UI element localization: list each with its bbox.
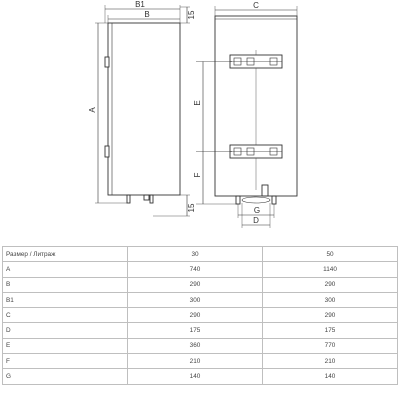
table-row [3, 262, 398, 277]
table-row [3, 354, 398, 369]
label-e: E [193, 100, 202, 106]
label-top-offset: 15 [187, 10, 196, 20]
row-value-50l: 770 [263, 338, 398, 353]
label-c: C [253, 1, 259, 10]
row-value-30l: 290 [128, 308, 263, 323]
label-f: F [193, 172, 202, 178]
label-b1: B1 [135, 0, 145, 9]
upper-bracket [105, 57, 109, 67]
thermostat-housing [262, 185, 268, 196]
row-label: A [3, 262, 128, 277]
row-value-30l: 360 [128, 338, 263, 353]
row-value-50l: 210 [263, 354, 398, 369]
row-label: E [3, 338, 128, 353]
row-value-30l: 140 [128, 369, 263, 384]
row-label: B1 [3, 292, 128, 307]
table-row [3, 338, 398, 353]
dimensions-table [2, 246, 398, 385]
row-label: F [3, 354, 128, 369]
front-view [196, 6, 297, 228]
table-row [3, 277, 398, 292]
front-pipe-left [236, 196, 240, 204]
table-row [3, 323, 398, 338]
row-value-50l: 290 [263, 277, 398, 292]
label-a: A [88, 107, 97, 113]
header-cell-size: Размер / Литраж [3, 247, 128, 262]
side-pipe-right [150, 195, 153, 203]
lower-bracket [105, 146, 109, 157]
front-pipe-right [272, 196, 276, 204]
side-pipe-fitting [144, 195, 149, 200]
row-value-50l: 300 [263, 292, 398, 307]
row-value-30l: 290 [128, 277, 263, 292]
row-value-30l: 740 [128, 262, 263, 277]
header-cell-30l: 30 [128, 247, 263, 262]
row-value-50l: 140 [263, 369, 398, 384]
header-cell-50l: 50 [263, 247, 398, 262]
row-value-50l: 290 [263, 308, 398, 323]
row-label: B [3, 277, 128, 292]
row-value-30l: 210 [128, 354, 263, 369]
row-label: D [3, 323, 128, 338]
side-pipe-left [127, 195, 130, 203]
table-header-row [3, 247, 398, 262]
side-view [95, 5, 190, 216]
label-b: B [144, 10, 150, 19]
row-value-50l: 175 [263, 323, 398, 338]
table-row [3, 292, 398, 307]
table-row [3, 369, 398, 384]
label-bottom-offset: 15 [187, 203, 196, 213]
label-d: D [253, 216, 259, 225]
dimensions-table-body [3, 247, 398, 385]
row-value-50l: 1140 [263, 262, 398, 277]
side-view-body [108, 23, 180, 195]
table-row [3, 308, 398, 323]
base-collar [242, 197, 270, 203]
label-g: G [253, 206, 261, 215]
row-value-30l: 300 [128, 292, 263, 307]
row-label: G [3, 369, 128, 384]
row-value-30l: 175 [128, 323, 263, 338]
row-label: C [3, 308, 128, 323]
